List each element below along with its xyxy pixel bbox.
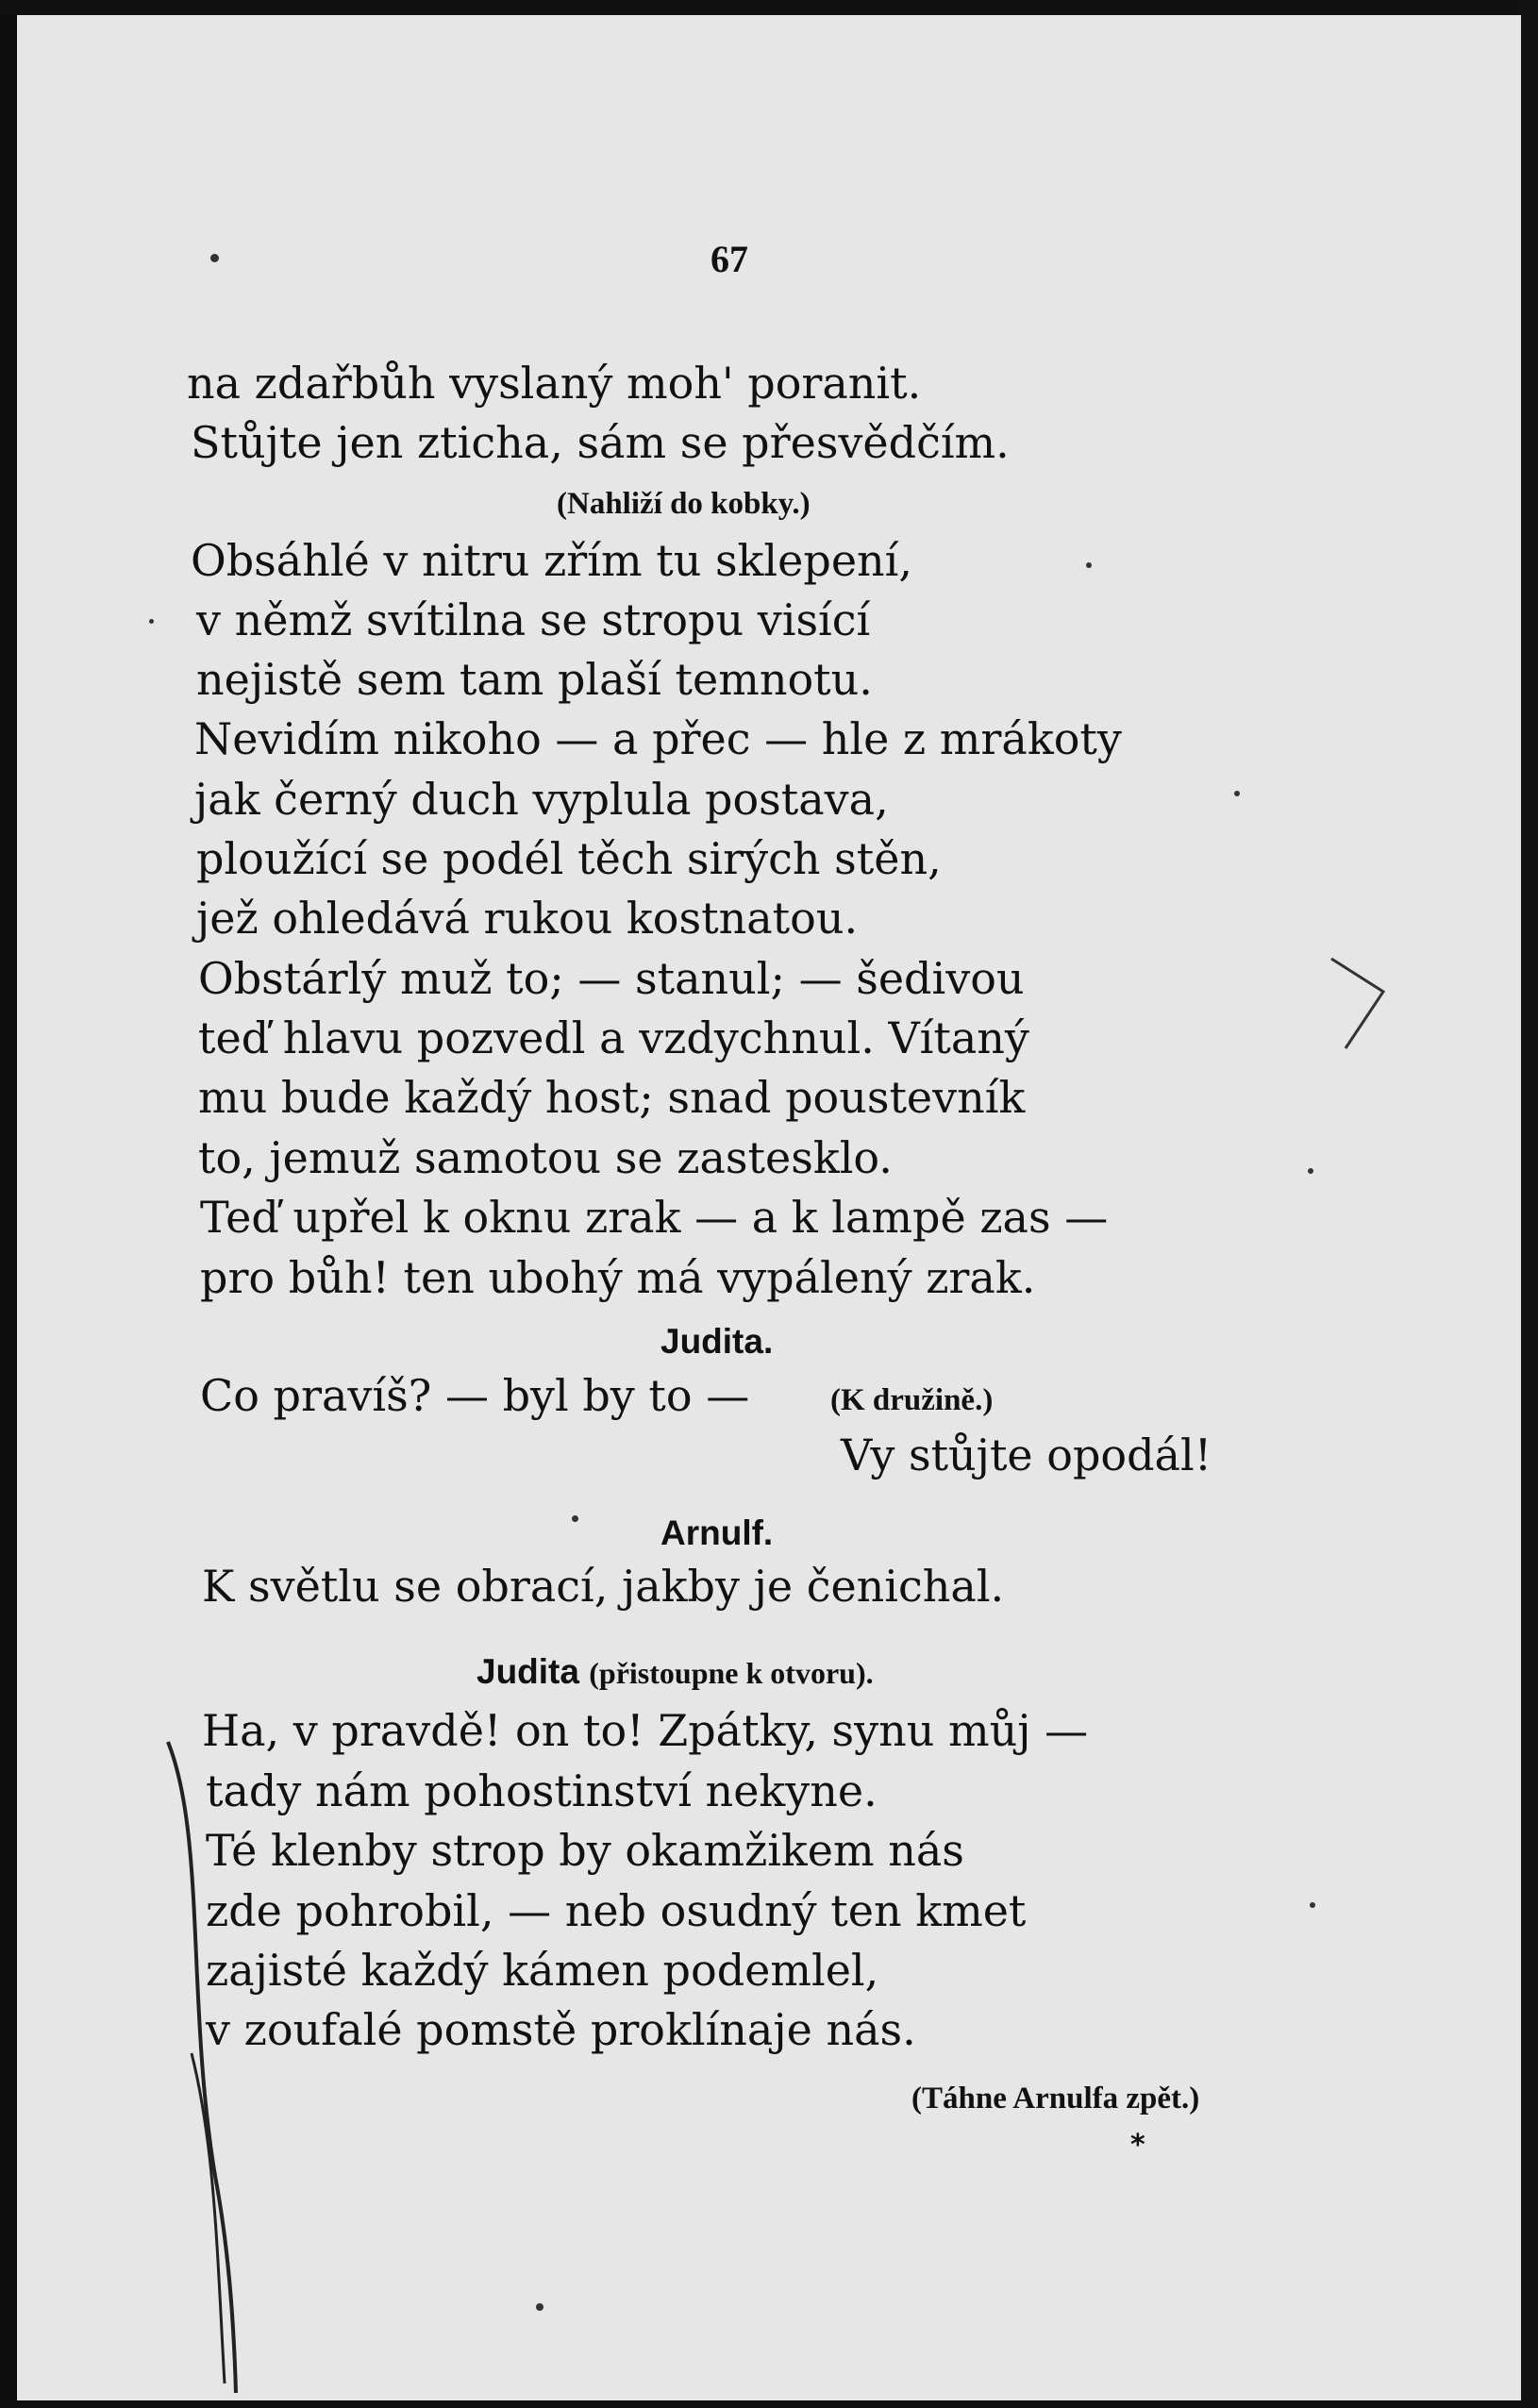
scan-speck [149, 619, 154, 624]
speaker-name: Judita. [660, 1322, 774, 1361]
scan-speck [572, 1515, 578, 1522]
bracket-scribble [1327, 954, 1393, 1058]
asterisk-mark: * [1130, 2129, 1145, 2162]
speaker-name: Arnulf. [660, 1513, 774, 1552]
scan-border-top [0, 0, 1538, 15]
scan-speck [1308, 1168, 1313, 1174]
scan-speck [210, 254, 219, 262]
scan-border-left [0, 0, 17, 2408]
scan-speck [1234, 791, 1240, 796]
speaker-name: Judita [476, 1652, 579, 1691]
verse-line: v němž svítilna se stropu visící [196, 594, 871, 645]
verse-line: Teď upřel k oknu zrak — a k lampě zas — [200, 1192, 1109, 1243]
book-page [17, 15, 1522, 2402]
verse-line: v zoufalé pomstě proklínaje nás. [206, 2004, 916, 2055]
margin-pencil-lines [149, 1723, 300, 2402]
verse-line: zajisté každý kámen podemlel, [206, 1945, 879, 1996]
verse-line: Ha, v pravdě! on to! Zpátky, synu můj — [202, 1705, 1089, 1756]
verse-line: Stůjte jen zticha, sám se přesvědčím. [191, 417, 1010, 468]
verse-line: ploužící se podél těch sirých stěn, [196, 833, 942, 884]
verse-line: na zdařbůh vyslaný moh' poranit. [187, 358, 922, 409]
verse-line: Co pravíš? — byl by to — [200, 1370, 750, 1421]
speaker-line [476, 1652, 874, 1692]
verse-line: tady nám pohostinství nekyne. [206, 1765, 878, 1816]
stage-direction: (Nahliží do kobky.) [557, 487, 811, 521]
scan-speck [1086, 562, 1092, 568]
scan-speck [1310, 1902, 1315, 1908]
stage-direction: (Táhne Arnulfa zpět.) [911, 2082, 1200, 2115]
verse-line: K světlu se obrací, jakby je čenichal. [202, 1561, 1005, 1612]
verse-line: jak černý duch vyplula postava, [194, 774, 889, 825]
verse-line: to, jemuž samotou se zastesklo. [198, 1132, 893, 1183]
verse-line: nejistě sem tam plaší temnotu. [196, 654, 873, 705]
scan-border-right [1521, 0, 1538, 2408]
scan-border-bottom [0, 2400, 1538, 2408]
verse-line: mu bude každý host; snad poustevník [198, 1072, 1026, 1123]
verse-line: zde pohrobil, — neb osudný ten kmet [206, 1885, 1027, 1936]
page-number: 67 [710, 238, 748, 280]
stage-direction: (přistoupne k otvoru). [589, 1656, 874, 1690]
verse-line: pro bůh! ten ubohý má vypálený zrak. [200, 1252, 1036, 1303]
verse-line: jež ohledává rukou kostnatou. [196, 893, 859, 944]
scan-speck [536, 2303, 543, 2311]
verse-line: Obstárlý muž to; — stanul; — šedivou [198, 953, 1025, 1004]
verse-line: Obsáhlé v nitru zřím tu sklepení, [191, 535, 912, 586]
verse-line: Nevidím nikoho — a přec — hle z mrákoty [194, 713, 1122, 764]
verse-line: Té klenby strop by okamžikem nás [206, 1825, 964, 1876]
stage-direction: (K družině.) [830, 1383, 994, 1417]
verse-line: Vy stůjte opodál! [841, 1430, 1212, 1480]
verse-line: teď hlavu pozvedl a vzdychnul. Vítaný [198, 1012, 1029, 1063]
